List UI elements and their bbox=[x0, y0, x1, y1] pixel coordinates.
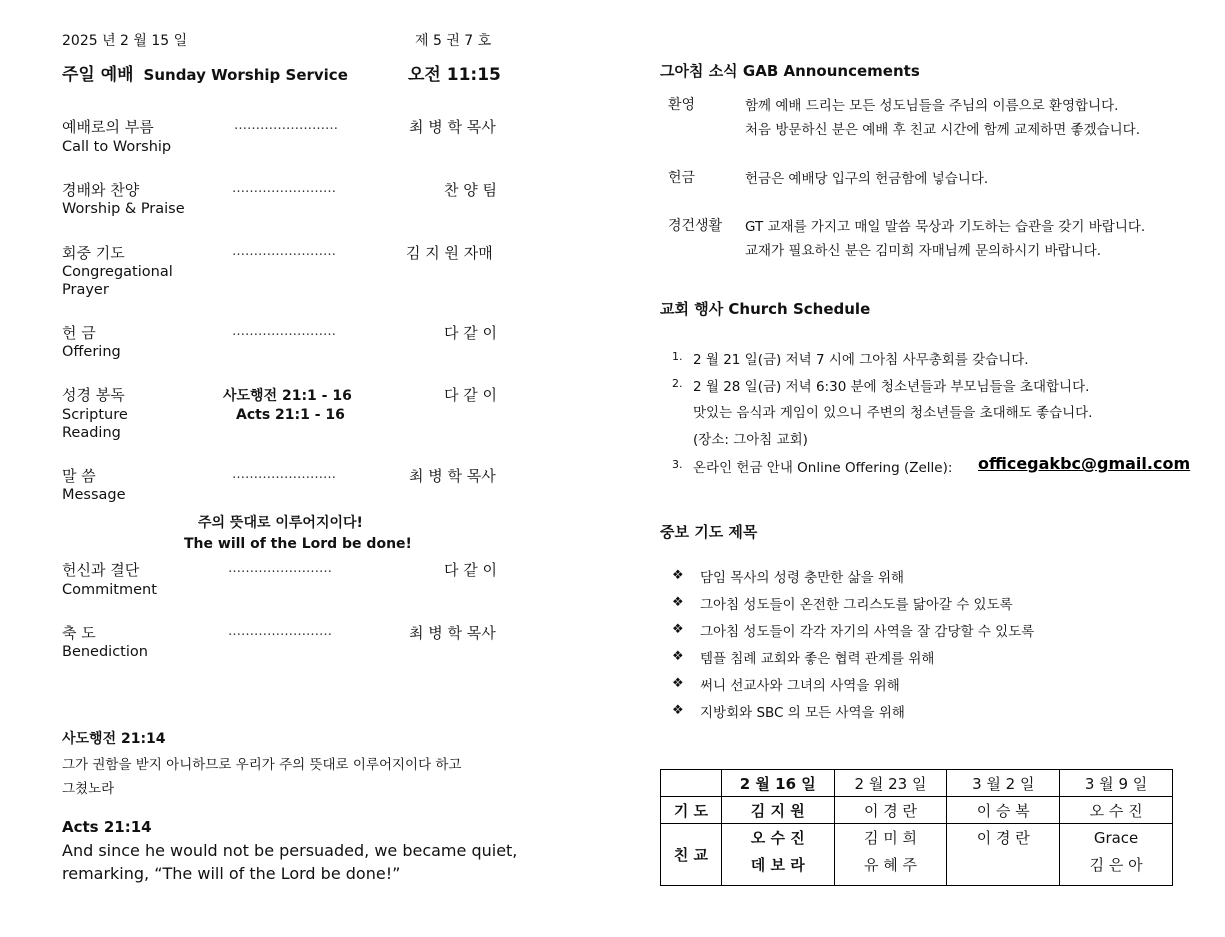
announcements-heading: 그아침 소식 GAB Announcements bbox=[660, 62, 920, 80]
list-number: 2. bbox=[672, 377, 683, 390]
diamond-bullet-icon: ❖ bbox=[672, 676, 684, 691]
order-item-en: Offering bbox=[62, 344, 121, 360]
title-en: Sunday Worship Service bbox=[143, 66, 348, 84]
scripture-ref-ko: 사도행전 21:1 - 16 bbox=[223, 388, 352, 404]
name-line: 오 수 진 bbox=[750, 829, 805, 847]
announcement-label: 헌금 bbox=[668, 170, 696, 186]
order-item-leader: 최 병 학 목사 bbox=[409, 467, 496, 485]
prayer-item: 그아침 성도들이 각각 자기의 사역을 잘 감당할 수 있도록 bbox=[700, 624, 1035, 640]
announcement-text: GT 교재를 가지고 매일 말씀 묵상과 기도하는 습관을 갖기 바랍니다. bbox=[745, 219, 1146, 235]
name-cell: 오 수 진 bbox=[1060, 797, 1173, 824]
diamond-bullet-icon: ❖ bbox=[672, 622, 684, 637]
offering-email-link[interactable]: officegakbc@gmail.com bbox=[978, 454, 1191, 473]
date-cell: 2 월 23 일 bbox=[834, 770, 947, 797]
prayer-item: 써니 선교사와 그녀의 사역을 위해 bbox=[700, 678, 900, 694]
verse-text-ko: 그가 권함을 받지 아니하므로 우리가 주의 뜻대로 이루어지이다 하고 bbox=[62, 757, 462, 773]
order-item-en: Reading bbox=[62, 425, 121, 441]
name-line: 김 미 희 bbox=[864, 829, 918, 847]
announcement-label: 경건생활 bbox=[668, 218, 723, 234]
sermon-title-ko: 주의 뜻대로 이루어지이다! bbox=[198, 515, 363, 531]
announcement-text: 헌금은 예배당 입구의 헌금함에 넣습니다. bbox=[745, 171, 989, 187]
order-item-ko: 예배로의 부름 bbox=[62, 118, 154, 136]
diamond-bullet-icon: ❖ bbox=[672, 649, 684, 664]
order-item-leader: 최 병 학 목사 bbox=[409, 624, 496, 642]
order-item-leader: 최 병 학 목사 bbox=[409, 118, 496, 136]
leader-dots: …………………… bbox=[232, 181, 336, 196]
service-date: 2025 년 2 월 15 일 bbox=[62, 33, 188, 49]
order-item-en: Prayer bbox=[62, 282, 109, 298]
leader-dots: …………………… bbox=[232, 467, 336, 482]
name-line: 유 혜 주 bbox=[864, 856, 918, 874]
schedule-item: 2 월 21 일(금) 저녁 7 시에 그아침 사무총회를 갖습니다. bbox=[693, 352, 1029, 368]
order-item-ko: 회중 기도 bbox=[62, 244, 125, 262]
name-cell bbox=[947, 824, 1060, 886]
sermon-title-en: The will of the Lord be done! bbox=[184, 536, 412, 552]
order-item-en: Message bbox=[62, 487, 126, 503]
list-number: 3. bbox=[672, 458, 683, 471]
order-item-en: Worship & Praise bbox=[62, 201, 185, 217]
table-row bbox=[661, 824, 1173, 886]
order-item-leader: 다 같 이 bbox=[444, 386, 498, 404]
diamond-bullet-icon: ❖ bbox=[672, 703, 684, 718]
diamond-bullet-icon: ❖ bbox=[672, 568, 684, 583]
order-item-ko: 말 씀 bbox=[62, 467, 96, 485]
order-item-en: Scripture bbox=[62, 407, 128, 423]
order-item-en: Call to Worship bbox=[62, 139, 172, 155]
name-cell: 김 지 원 bbox=[721, 797, 834, 824]
order-item-ko: 헌 금 bbox=[62, 324, 96, 342]
announcement-text: 교재가 필요하신 분은 김미희 자매님께 문의하시기 바랍니다. bbox=[745, 243, 1102, 259]
leader-dots: …………………… bbox=[234, 118, 338, 133]
order-item-ko: 헌신과 결단 bbox=[62, 561, 140, 579]
name-line: 김 은 아 bbox=[1089, 856, 1143, 874]
diamond-bullet-icon: ❖ bbox=[672, 595, 684, 610]
duty-table bbox=[660, 769, 1173, 886]
page-title bbox=[62, 60, 348, 85]
leader-dots: …………………… bbox=[228, 561, 332, 576]
leader-dots: …………………… bbox=[232, 244, 336, 259]
verse-ref-en: Acts 21:14 bbox=[62, 818, 152, 836]
schedule-heading: 교회 행사 Church Schedule bbox=[660, 300, 871, 318]
order-item-ko: 축 도 bbox=[62, 624, 96, 642]
scripture-ref-en: Acts 21:1 - 16 bbox=[236, 407, 345, 423]
name-cell bbox=[721, 824, 834, 886]
order-item-ko: 경배와 찬양 bbox=[62, 181, 140, 199]
prayer-item: 그아침 성도들이 온전한 그리스도를 닮아갈 수 있도록 bbox=[700, 597, 1013, 613]
order-item-ko: 성경 봉독 bbox=[62, 386, 125, 404]
name-cell bbox=[834, 824, 947, 886]
list-number: 1. bbox=[672, 350, 683, 363]
verse-text-ko: 그쳤노라 bbox=[62, 781, 115, 797]
order-item-leader: 김 지 원 자매 bbox=[406, 244, 493, 262]
row-label: 친 교 bbox=[661, 824, 722, 886]
schedule-item: 온라인 헌금 안내 Online Offering (Zelle): bbox=[693, 460, 953, 476]
prayer-heading: 중보 기도 제목 bbox=[660, 523, 758, 541]
order-item-leader: 찬 양 팀 bbox=[444, 181, 498, 199]
date-cell: 3 월 9 일 bbox=[1060, 770, 1173, 797]
table-corner-cell bbox=[661, 770, 722, 797]
order-item-en: Congregational bbox=[62, 264, 173, 280]
prayer-item: 템플 침례 교회와 좋은 협력 관계를 위해 bbox=[700, 651, 935, 667]
name-cell: 이 승 복 bbox=[947, 797, 1060, 824]
schedule-item-cont: 맛있는 음식과 게임이 있으니 주변의 청소년들을 초대해도 좋습니다. bbox=[693, 405, 1093, 421]
prayer-item: 담임 목사의 성령 충만한 삶을 위해 bbox=[700, 570, 905, 586]
table-header-row bbox=[661, 770, 1173, 797]
leader-dots: …………………… bbox=[228, 624, 332, 639]
verse-text-en: And since he would not be persuaded, we became quiet, bbox=[62, 841, 518, 860]
title-ko: 주일 예배 bbox=[62, 65, 134, 85]
schedule-item-cont: (장소: 그아침 교회) bbox=[693, 432, 808, 448]
name-line: Grace bbox=[1093, 829, 1139, 847]
name-cell: 이 경 란 bbox=[834, 797, 947, 824]
row-label: 기 도 bbox=[661, 797, 722, 824]
date-cell: 2 월 16 일 bbox=[721, 770, 834, 797]
announcement-label: 환영 bbox=[668, 97, 696, 113]
order-item-leader: 다 같 이 bbox=[444, 324, 498, 342]
name-line: 이 경 란 bbox=[976, 829, 1030, 847]
schedule-item: 2 월 28 일(금) 저녁 6:30 분에 청소년들과 부모님들을 초대합니다. bbox=[693, 379, 1090, 395]
table-row bbox=[661, 797, 1173, 824]
prayer-item: 지방회와 SBC 의 모든 사역을 위해 bbox=[700, 705, 905, 721]
name-cell bbox=[1060, 824, 1173, 886]
issue-number: 제 5 권 7 호 bbox=[415, 33, 492, 49]
announcement-text: 함께 예배 드리는 모든 성도님들을 주님의 이름으로 환영합니다. bbox=[745, 98, 1119, 114]
order-item-en: Benediction bbox=[62, 644, 148, 660]
name-line: 데 보 라 bbox=[750, 856, 805, 874]
date-cell: 3 월 2 일 bbox=[947, 770, 1060, 797]
verse-text-en: remarking, “The will of the Lord be done!” bbox=[62, 864, 401, 883]
announcement-text: 처음 방문하신 분은 예배 후 친교 시간에 함께 교제하면 좋겠습니다. bbox=[745, 122, 1141, 138]
leader-dots: …………………… bbox=[232, 324, 336, 339]
verse-ref-ko: 사도행전 21:14 bbox=[62, 731, 166, 747]
service-time: 오전 11:15 bbox=[408, 65, 501, 85]
order-item-leader: 다 같 이 bbox=[444, 561, 498, 579]
order-item-en: Commitment bbox=[62, 582, 157, 598]
